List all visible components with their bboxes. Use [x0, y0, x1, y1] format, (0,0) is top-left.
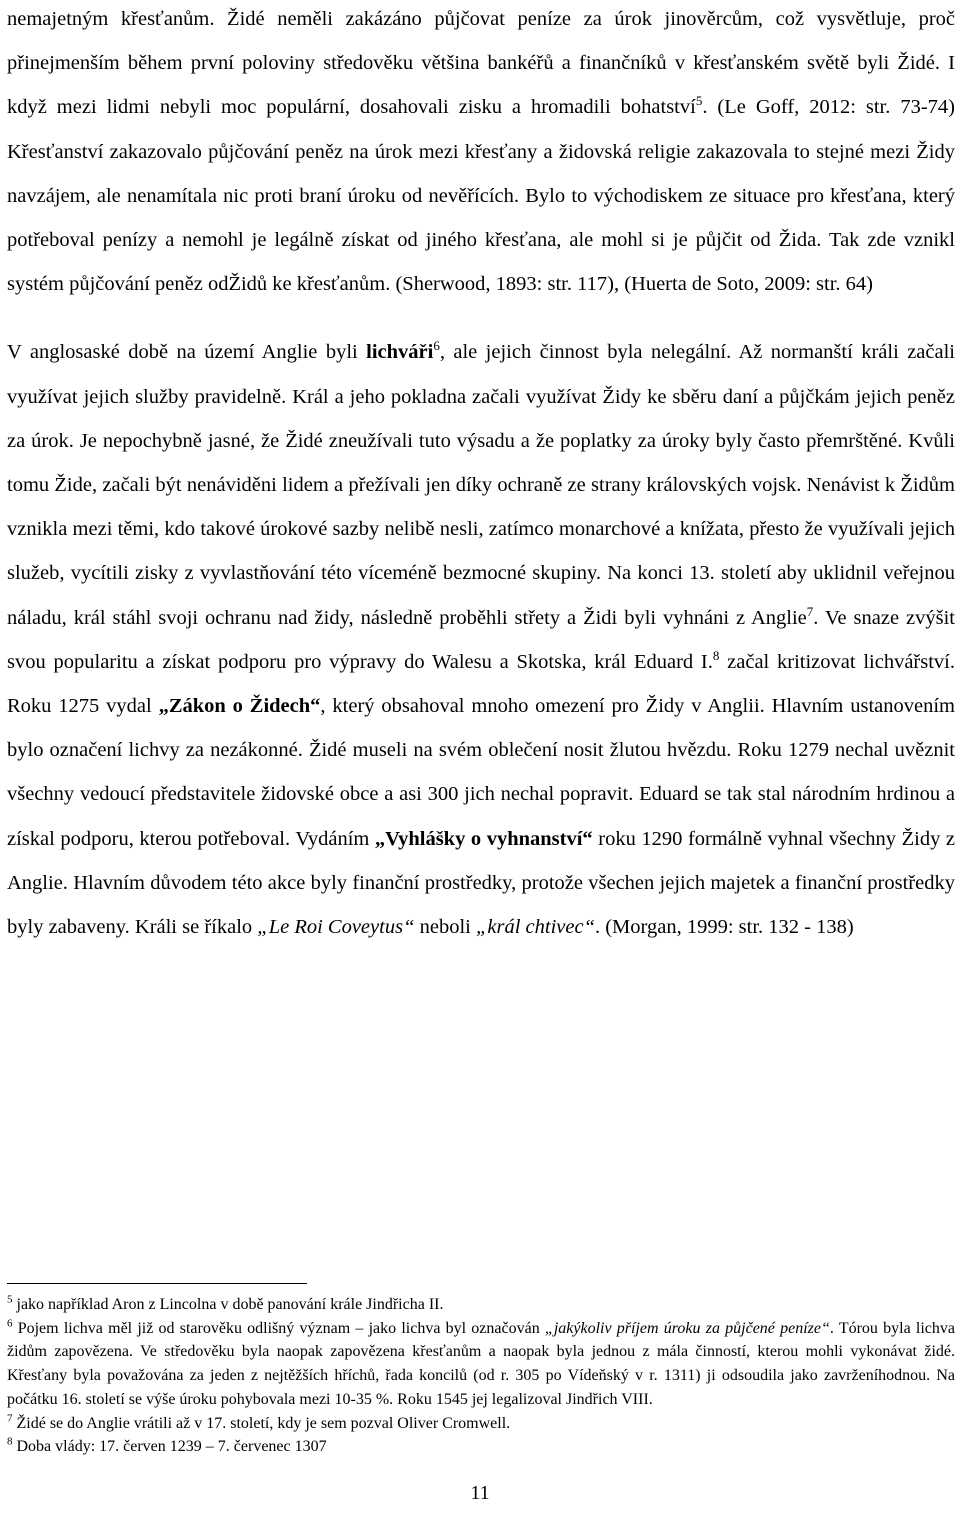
footnote-7-text: Židé se do Anglie vrátili až v 17. století, kdy je sem pozval Oliver Cromwell. [12, 1414, 511, 1432]
quote-open-3: „ [257, 916, 269, 939]
paragraph-lending [7, 0, 955, 306]
footnote-6-text-1: Pojem lichva měl již od starověku odlišný význam – jako lichva byl označován [12, 1319, 545, 1337]
paragraph-anglo-text-2: , ale jejich činnost byla nelegální. Až normanští králi začali využívat jejich služby pravidelně. Král a jeho pokladna začali využívat Židy ke sběru daní a půjčkám jejich peněz za úrok. Je nepochybně jasné, že Židé zneužívali tuto výsadu a že poplatky za úroky byly často přemrštěné. Kvůli tomu Žide, začali být nenáviděni lidem a přežívali jen díky ochraně ze strany královských vojsk. Nenávist k Židům vznikla mezi těmi, kdo takové úrokové sazby nelibě nesli, zatímco monarchové a knížata, přesto že využívali jejich služeb, vycítili zisky z vyvlastňování této víceméně bezmocné skupiny. Na konci 13. století aby uklidnil veřejnou náladu, král stáhl svoji ochranu nad židy, následně proběhli střety a Židi byli vyhnáni z Anglie [7, 341, 955, 629]
paragraph-lending-text-1: nemajetným křesťanům. Židé neměli zakázáno půjčovat peníze za úrok jinověrcům, což vysvětluje, proč přinejmenším během první poloviny středověku většina bankéřů a finančníků v křesťanském světě byli Židé. I když mezi lidmi nebyli moc populární, dosahovali zisku a hromadili bohatství [7, 8, 955, 119]
footnote-separator [7, 1283, 307, 1284]
nickname-le-roi-coveytus: Le Roi Coveytus [268, 916, 404, 939]
quote-close-4: “ [583, 916, 595, 939]
nickname-kral-chtivec: král chtivec [487, 916, 584, 939]
quote-close-3: “ [403, 916, 415, 939]
footnote-7-number: 7 [7, 1412, 13, 1425]
footnote-6-definition: jakýkoliv příjem úroku za půjčené peníze [553, 1319, 821, 1337]
paragraph-anglo-text-1: V anglosaské době na území Anglie byli [7, 341, 367, 364]
footnote-ref-7[interactable]: 7 [806, 603, 814, 619]
footnote-7 [7, 1412, 955, 1436]
quote-open-4: „ [475, 916, 488, 939]
footnote-ref-6[interactable]: 6 [433, 338, 440, 354]
page-number: 11 [470, 1482, 490, 1504]
term-lichvari: lichváři [366, 341, 434, 364]
paragraph-lending-text-2: . (Le Goff, 2012: str. 73-74) Křesťanství zakazovalo půjčování peněz na úrok mezi křesťany a židovská religie zakazovala to stejné mezi Židy navzájem, ale nenamítala nic proti braní úroku od nevěřících. Bylo to východiskem ze situace pro křesťana, který potřeboval penízy a nemohl je legálně získat od jiného křesťana, ale mohl si je půjčit od Žida. Tak zde vznikl systém půjčování peněz odŽidů ke křesťanům. (Sherwood, 1893: str. 117), (Huerta de Soto, 2009: str. 64) [7, 96, 955, 296]
paragraph-anglo-text-4: začal kritizovat lichvářství. Roku 1275 vydal [7, 650, 955, 718]
footnote-6-text-2: . Tórou byla lichva židům zapovězena. Ve středověku byla naopak zapovězena křesťanům a naopak byla jednou z mála činností, kterou mohli vykonávat židé. Křesťany byla považována za jeden z nejtěžších hříchů, řada koncilů (od r. 305 po Vídeňský v r. 1311) ji odsoudila jako zavrženíhodnou. Na počátku 16. století se výše úroku pohybovala mezi 10-35 %. Roku 1545 jej legalizoval Jindřich VIII. [7, 1319, 955, 1408]
footnote-5-number: 5 [7, 1293, 13, 1306]
footnote-6-quote-close: “ [821, 1319, 830, 1337]
title-vyhlasky-o-vyhnanstvi: Vyhlášky o vyhnanství [385, 827, 583, 850]
footnote-ref-8[interactable]: 8 [712, 648, 720, 664]
paragraph-anglo-text-6: roku 1290 formálně vyhnal všechny Židy z Anglie. Hlavním důvodem této akce byly finanční prostředky, protože všechen jejich majetek a finanční prostředky byly zabaveny. Králi se říkalo [7, 827, 955, 939]
footnote-6-number: 6 [7, 1317, 13, 1330]
footnote-ref-5[interactable]: 5 [695, 93, 703, 109]
footnote-6-quote-open: „ [544, 1319, 554, 1337]
footnote-8-text: Doba vlády: 17. červen 1239 – 7. červenec 1307 [12, 1438, 327, 1456]
quote-open-2: „ [374, 827, 386, 850]
quote-close-1: “ [310, 695, 321, 718]
paragraph-anglo-text-7: neboli [414, 916, 476, 939]
footnote-6 [7, 1317, 955, 1412]
document-page [7, 0, 955, 949]
quote-open-1: „ [158, 695, 169, 718]
title-zakon-o-zidech: Zákon o Židech [168, 695, 311, 718]
footnote-8-number: 8 [7, 1435, 13, 1448]
quote-close-2: “ [582, 827, 593, 850]
paragraph-anglo-text-5: , který obsahoval mnoho omezení pro Židy v Anglii. Hlavním ustanovením bylo označení lichvy za nezákonné. Židé museli na svém oblečení nosit žlutou hvězdu. Roku 1279 nechal uvěznit všechny vedoucí představitele židovské obce a asi 300 jich nechal popravit. Eduard se tak stal národním hrdinou a získal podporu, kterou potřeboval. Vydáním [7, 695, 955, 850]
paragraph-anglo-text-3: . Ve snaze zvýšit svou popularitu a získat podporu pro výpravy do Walesu a Skotska, král Eduard I. [7, 606, 955, 673]
footnotes-section [7, 1293, 955, 1459]
footnote-8 [7, 1435, 955, 1459]
footnote-5-text: jako například Aron z Lincolna v době panování krále Jindřicha II. [12, 1296, 444, 1313]
footnote-5 [7, 1293, 955, 1317]
paragraph-anglo-text-8: . (Morgan, 1999: str. 132 - 138) [594, 916, 854, 939]
paragraph-anglo-saxon [7, 330, 955, 949]
